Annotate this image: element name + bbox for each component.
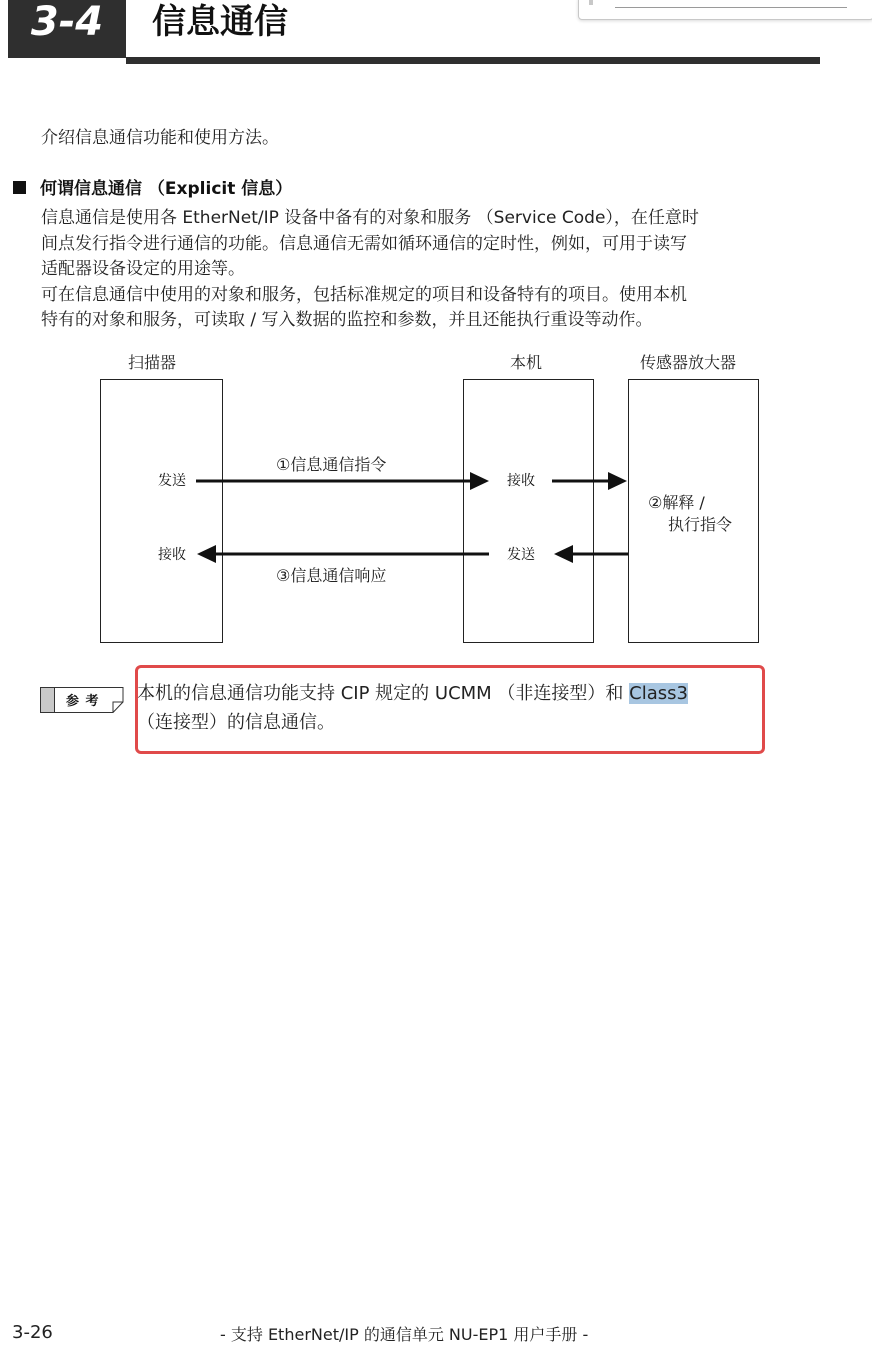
unit-send-label: 发送: [507, 547, 535, 563]
amplifier-header: 传感器放大器: [640, 353, 737, 372]
intro-text: 介绍信息通信功能和使用方法。: [41, 128, 279, 148]
command-arrow-head: [470, 472, 489, 490]
annotation-highlight-frame: [135, 665, 765, 754]
body-line: 间点发行指令进行通信的功能。信息通信无需如循环通信的定时性，例如，可用于读写: [41, 233, 687, 254]
body-line: 可在信息通信中使用的对象和服务，包括标准规定的项目和设备特有的项目。使用本机: [41, 284, 687, 305]
note-highlight[interactable]: Class3: [629, 683, 688, 704]
execute-label: 执行指令: [668, 515, 733, 534]
body-line: 特有的对象和服务，可读取 / 写入数据的监控和参数，并且还能执行重设等动作。: [41, 310, 653, 330]
heading-text: 何谓信息通信 （Explicit 信息）: [40, 179, 293, 199]
forward-arrow-head: [608, 472, 627, 490]
unit-header: 本机: [510, 353, 543, 372]
scanner-header: 扫描器: [128, 353, 177, 372]
scanner-receive-label: 接收: [158, 547, 186, 563]
response-label: ③信息通信响应: [276, 566, 387, 585]
reference-badge-label: 参 考: [66, 694, 100, 709]
return-arrow-head: [554, 545, 573, 563]
page-number: 3-26: [12, 1322, 53, 1343]
command-label: ①信息通信指令: [276, 455, 387, 474]
scanner-send-label: 发送: [158, 473, 186, 489]
note-text-main: 本机的信息通信功能支持 CIP 规定的 UCMM （非连接型）和: [137, 683, 630, 704]
body-line: 适配器设备设定的用途等。: [41, 259, 245, 279]
section-number: 3-4: [30, 0, 104, 45]
body-line: 信息通信是使用各 EtherNet/IP 设备中备有的对象和服务 （Service Code），在任意时: [41, 208, 699, 228]
response-arrow-head: [197, 545, 216, 563]
interpret-label: ②解释 /: [648, 493, 705, 512]
unit-receive-label: 接收: [507, 473, 535, 489]
footer-title: - 支持 EtherNet/IP 的通信单元 NU-EP1 用户手册 -: [220, 1325, 589, 1344]
section-title: 信息通信: [152, 2, 288, 42]
note-text-end: （连接型）的信息通信。: [137, 712, 335, 733]
